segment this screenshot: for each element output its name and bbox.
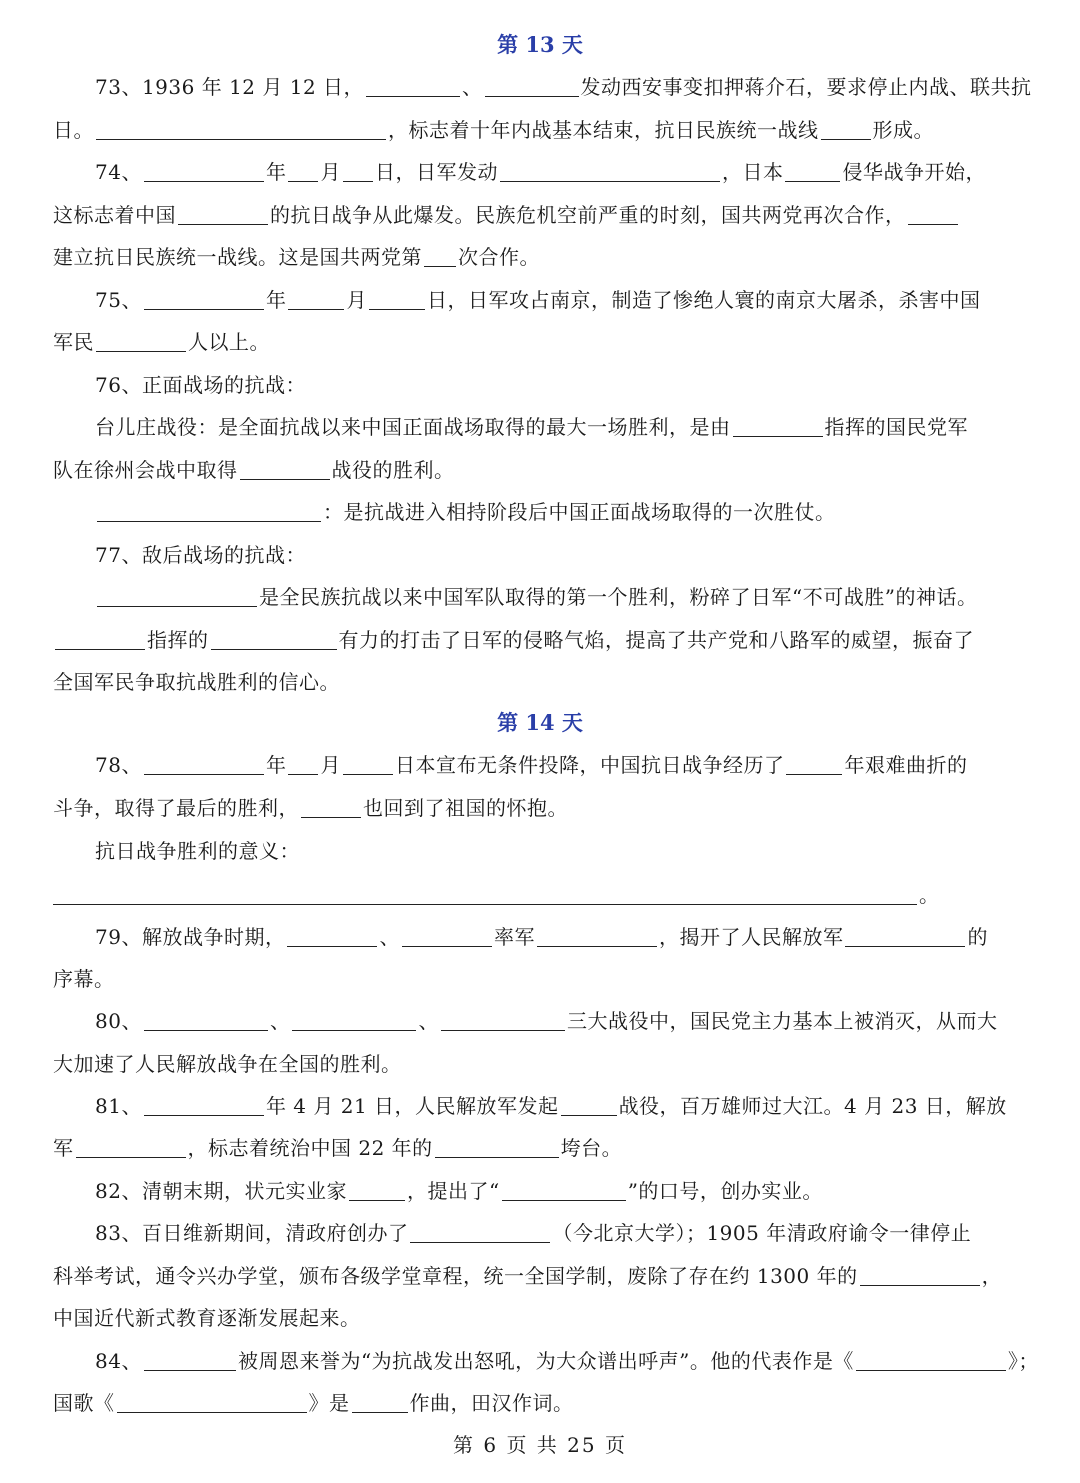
q77-line1: 是全民族抗战以来中国军队取得的第一个胜利，粉碎了日军“不可战胜”的神话。 — [95, 582, 1035, 612]
blank[interactable] — [856, 1350, 1006, 1371]
q74-line1: 74、 年 月 日，日军发动 ，日本 侵华战争开始， — [95, 160, 986, 184]
blank[interactable] — [500, 161, 720, 182]
blank[interactable] — [343, 754, 393, 775]
q76-line2: 队在徐州会战中取得 战役的胜利。 — [53, 458, 455, 482]
blank[interactable] — [435, 1137, 559, 1158]
blank[interactable] — [97, 501, 321, 522]
blank[interactable] — [821, 119, 871, 140]
q75-line2: 军民 人以上。 — [53, 330, 270, 354]
blank[interactable] — [144, 1095, 264, 1116]
q83-line3: 中国近代新式教育逐渐发展起来。 — [53, 1306, 361, 1330]
blank[interactable] — [292, 1010, 416, 1031]
blank[interactable] — [144, 1350, 236, 1371]
blank[interactable] — [96, 119, 386, 140]
q75-line1: 75、 年 月 日，日军攻占南京，制造了惨绝人寰的南京大屠杀，杀害中国 — [95, 288, 981, 312]
blank[interactable] — [537, 926, 657, 947]
blank[interactable] — [96, 331, 186, 352]
blank[interactable] — [144, 161, 264, 182]
q78-meaning-line: 。 — [53, 880, 1033, 910]
blank[interactable] — [561, 1095, 617, 1116]
blank[interactable] — [733, 416, 823, 437]
blank[interactable] — [786, 754, 842, 775]
blank[interactable] — [410, 1222, 550, 1243]
q81-line1: 81、 年 4 月 21 日，人民解放军发起 战役，百万雄师过大江。4 月 23 日，解放 — [95, 1094, 1007, 1118]
blank[interactable] — [240, 459, 330, 480]
q83-line2: 科举考试，通令兴办学堂，颁布各级学堂章程，统一全国学制，废除了存在约 1300 年的 ， — [53, 1264, 1003, 1288]
blank[interactable] — [845, 926, 965, 947]
blank[interactable] — [352, 1392, 408, 1413]
q76-line3: ：是抗战进入相持阶段后中国正面战场取得的一次胜仗。 — [95, 497, 1035, 527]
q77-line3: 全国军民争取抗战胜利的信心。 — [53, 670, 340, 694]
blank[interactable] — [288, 161, 318, 182]
q80-line2: 大加速了人民解放战争在全国的胜利。 — [53, 1052, 402, 1076]
q84-line1: 84、 被周恩来誉为“为抗战发出怒吼，为大众谱出呼声”。他的代表作是《 》； — [95, 1349, 1039, 1373]
blank[interactable] — [288, 754, 318, 775]
blank[interactable] — [55, 629, 145, 650]
blank[interactable] — [301, 797, 361, 818]
page-number-footer: 第 6 页 共 25 页 — [453, 1433, 627, 1457]
day-14-title: 第 14 天 — [497, 710, 583, 735]
blank[interactable] — [349, 1180, 405, 1201]
q81-line2: 军 ，标志着统治中国 22 年的 垮台。 — [53, 1136, 623, 1160]
blank[interactable] — [288, 289, 344, 310]
blank[interactable] — [97, 586, 257, 607]
q79-line2: 序幕。 — [53, 967, 115, 991]
blank[interactable] — [144, 754, 264, 775]
q76-line1: 台儿庄战役：是全面抗战以来中国正面战场取得的最大一场胜利，是由 指挥的国民党军 — [95, 415, 968, 439]
q84-line2: 国歌《 》是 作曲，田汉作词。 — [53, 1391, 574, 1415]
blank[interactable] — [785, 161, 840, 182]
q78-meaning-label: 抗日战争胜利的意义： — [95, 839, 300, 863]
blank[interactable] — [485, 76, 579, 97]
blank[interactable] — [441, 1010, 565, 1031]
blank[interactable] — [53, 884, 917, 905]
q73-line1: 73、1936 年 12 月 12 日， 、 发动西安事变扣押蒋介石，要求停止内战、联共抗 — [95, 75, 1032, 99]
blank[interactable] — [287, 926, 377, 947]
blank[interactable] — [402, 926, 492, 947]
blank[interactable] — [343, 161, 373, 182]
q78-line1: 78、 年 月 日本宣布无条件投降，中国抗日战争经历了 年艰难曲折的 — [95, 753, 968, 777]
blank[interactable] — [178, 204, 268, 225]
q83-line1: 83、百日维新期间，清政府创办了 （今北京大学）；1905 年清政府谕令一律停止 — [95, 1221, 972, 1245]
blank[interactable] — [117, 1392, 307, 1413]
blank[interactable] — [502, 1180, 626, 1201]
blank[interactable] — [144, 289, 264, 310]
blank[interactable] — [76, 1137, 186, 1158]
q77-line2: 指挥的 有力的打击了日军的侵略气焰，提高了共产党和八路军的威望，振奋了 — [53, 625, 1033, 655]
q76-title: 76、正面战场的抗战： — [95, 373, 306, 397]
blank[interactable] — [860, 1265, 980, 1286]
blank[interactable] — [211, 629, 337, 650]
q74-line3: 建立抗日民族统一战线。这是国共两党第 次合作。 — [53, 245, 540, 269]
day-13-title: 第 13 天 — [497, 32, 583, 57]
q79-line1: 79、解放战争时期， 、 率军 ，揭开了人民解放军 的 — [95, 925, 988, 949]
blank[interactable] — [908, 204, 958, 225]
q74-line2: 这标志着中国 的抗日战争从此爆发。民族危机空前严重的时刻，国共两党再次合作， — [53, 200, 1033, 230]
q77-title: 77、敌后战场的抗战： — [95, 543, 306, 567]
blank[interactable] — [424, 246, 456, 267]
blank[interactable] — [366, 76, 460, 97]
q73-line2: 日。 ，标志着十年内战基本结束，抗日民族统一战线 形成。 — [53, 118, 934, 142]
q78-line2: 斗争，取得了最后的胜利， 也回到了祖国的怀抱。 — [53, 796, 568, 820]
blank[interactable] — [369, 289, 425, 310]
blank[interactable] — [144, 1010, 268, 1031]
q82-line1: 82、清朝末期，状元实业家 ，提出了“ ”的口号，创办实业。 — [95, 1179, 823, 1203]
q80-line1: 80、 、 、 三大战役中，国民党主力基本上被消灭，从而大 — [95, 1009, 998, 1033]
